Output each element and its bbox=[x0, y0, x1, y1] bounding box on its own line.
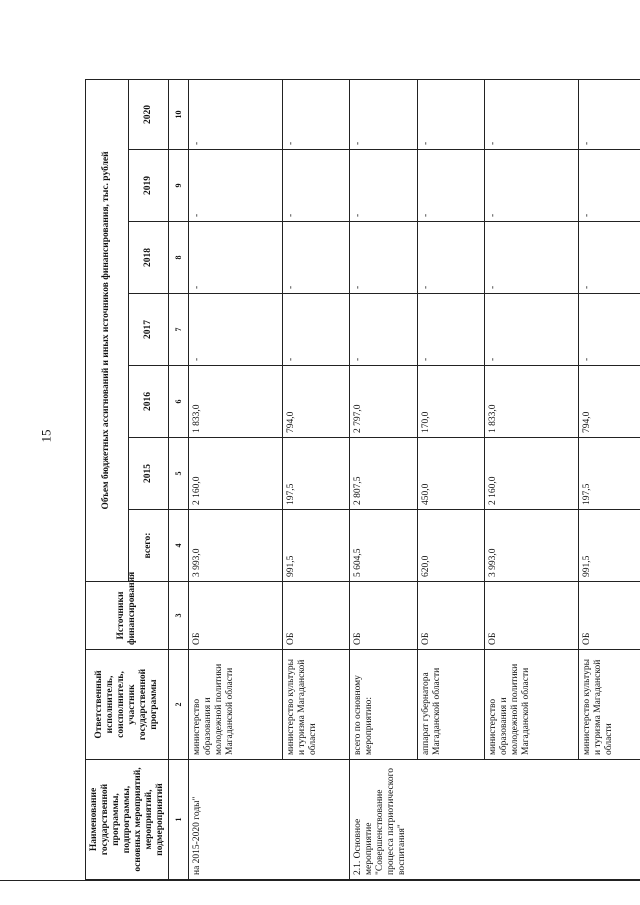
amount-cell: - bbox=[189, 150, 283, 222]
source-cell: ОБ bbox=[350, 582, 417, 650]
amount-cell: 450,0 bbox=[417, 438, 484, 510]
header-program: Наименование государственной программы, подпрограммы, основных мероприятий, мероприятий, подмероприятий bbox=[86, 760, 169, 880]
amount-cell: - bbox=[282, 294, 349, 366]
amount-cell: - bbox=[350, 79, 417, 149]
header-year: 2016 bbox=[128, 366, 169, 438]
amount-cell: 991,5 bbox=[578, 510, 640, 582]
amount-cell: - bbox=[189, 294, 283, 366]
amount-cell: - bbox=[350, 222, 417, 294]
amount-cell: 197,5 bbox=[282, 438, 349, 510]
header-year: 2019 bbox=[128, 150, 169, 222]
executor-cell: министерство культуры и туризма Магаданской области bbox=[282, 650, 349, 760]
amount-cell: 991,5 bbox=[282, 510, 349, 582]
amount-cell: 3 993,0 bbox=[485, 510, 579, 582]
page-number: 15 bbox=[38, 429, 54, 443]
index-cell: 10 bbox=[169, 79, 189, 149]
source-cell: ОБ bbox=[189, 582, 283, 650]
executor-cell: министерство образования и молодежной политики Магаданской области bbox=[189, 650, 283, 760]
amount-cell: 620,0 bbox=[417, 510, 484, 582]
amount-cell: - bbox=[485, 294, 579, 366]
index-cell: 6 bbox=[169, 366, 189, 438]
amount-cell: 170,0 bbox=[417, 366, 484, 438]
header-year: 2017 bbox=[128, 294, 169, 366]
index-cell: 9 bbox=[169, 150, 189, 222]
index-cell: 3 bbox=[169, 582, 189, 650]
source-cell: ОБ bbox=[282, 582, 349, 650]
financing-table bbox=[85, 79, 640, 880]
amount-cell: - bbox=[417, 294, 484, 366]
index-cell: 5 bbox=[169, 438, 189, 510]
program-name-cell: на 2015-2020 годы" bbox=[189, 760, 350, 880]
amount-cell: - bbox=[485, 79, 579, 149]
page-bottom-rule bbox=[0, 880, 640, 881]
amount-cell: 2 807,5 bbox=[350, 438, 417, 510]
amount-cell: - bbox=[417, 150, 484, 222]
program-name-cell: 2.1. Основное мероприятие "Совершенствование процесса патриотического воспитания" bbox=[350, 760, 640, 880]
table-row bbox=[485, 79, 579, 879]
amount-cell: 2 160,0 bbox=[189, 438, 283, 510]
header-year: 2015 bbox=[128, 438, 169, 510]
executor-cell: всего по основному мероприятию: bbox=[350, 650, 417, 760]
amount-cell: - bbox=[578, 150, 640, 222]
table-row bbox=[350, 79, 417, 879]
source-cell: ОБ bbox=[578, 582, 640, 650]
index-cell: 8 bbox=[169, 222, 189, 294]
header-total: всего: bbox=[128, 510, 169, 582]
amount-cell: - bbox=[350, 294, 417, 366]
amount-cell: - bbox=[485, 222, 579, 294]
index-cell: 7 bbox=[169, 294, 189, 366]
index-cell: 2 bbox=[169, 650, 189, 760]
amount-cell: 2 160,0 bbox=[485, 438, 579, 510]
amount-cell: - bbox=[350, 150, 417, 222]
header-source: Источники финансирования bbox=[86, 582, 169, 650]
index-cell: 1 bbox=[169, 760, 189, 880]
amount-cell: - bbox=[282, 79, 349, 149]
table-row bbox=[417, 79, 484, 879]
index-cell: 4 bbox=[169, 510, 189, 582]
amount-cell: - bbox=[417, 222, 484, 294]
table-row bbox=[189, 79, 283, 879]
table-row bbox=[282, 79, 349, 879]
executor-cell: министерство культуры и туризма Магаданской области bbox=[578, 650, 640, 760]
amount-cell: - bbox=[282, 222, 349, 294]
amount-cell: - bbox=[485, 150, 579, 222]
amount-cell: - bbox=[578, 294, 640, 366]
header-year: 2020 bbox=[128, 79, 169, 149]
amount-cell: 2 797,0 bbox=[350, 366, 417, 438]
amount-cell: 794,0 bbox=[282, 366, 349, 438]
amount-cell: 1 833,0 bbox=[189, 366, 283, 438]
header-year: 2018 bbox=[128, 222, 169, 294]
amount-cell: - bbox=[189, 222, 283, 294]
amount-cell: - bbox=[417, 79, 484, 149]
header-executor: Ответственный исполнитель, соисполнитель, участник государственной программы bbox=[86, 650, 169, 760]
amount-cell: 794,0 bbox=[578, 366, 640, 438]
table-row bbox=[578, 79, 640, 879]
amount-cell: 5 604,5 bbox=[350, 510, 417, 582]
executor-cell: аппарат губернатора Магаданской области bbox=[417, 650, 484, 760]
amount-cell: - bbox=[578, 79, 640, 149]
amount-cell: - bbox=[189, 79, 283, 149]
index-row bbox=[169, 79, 189, 879]
executor-cell: министерство образования и молодежной политики Магаданской области bbox=[485, 650, 579, 760]
amount-cell: 197,5 bbox=[578, 438, 640, 510]
header-volume: Объем бюджетных ассигнований и иных источников финансирования, тыс. рублей bbox=[86, 79, 129, 581]
source-cell: ОБ bbox=[485, 582, 579, 650]
financing-table-rotated bbox=[85, 80, 640, 880]
amount-cell: 3 993,0 bbox=[189, 510, 283, 582]
amount-cell: 1 833,0 bbox=[485, 366, 579, 438]
amount-cell: - bbox=[282, 150, 349, 222]
source-cell: ОБ bbox=[417, 582, 484, 650]
amount-cell: - bbox=[578, 222, 640, 294]
